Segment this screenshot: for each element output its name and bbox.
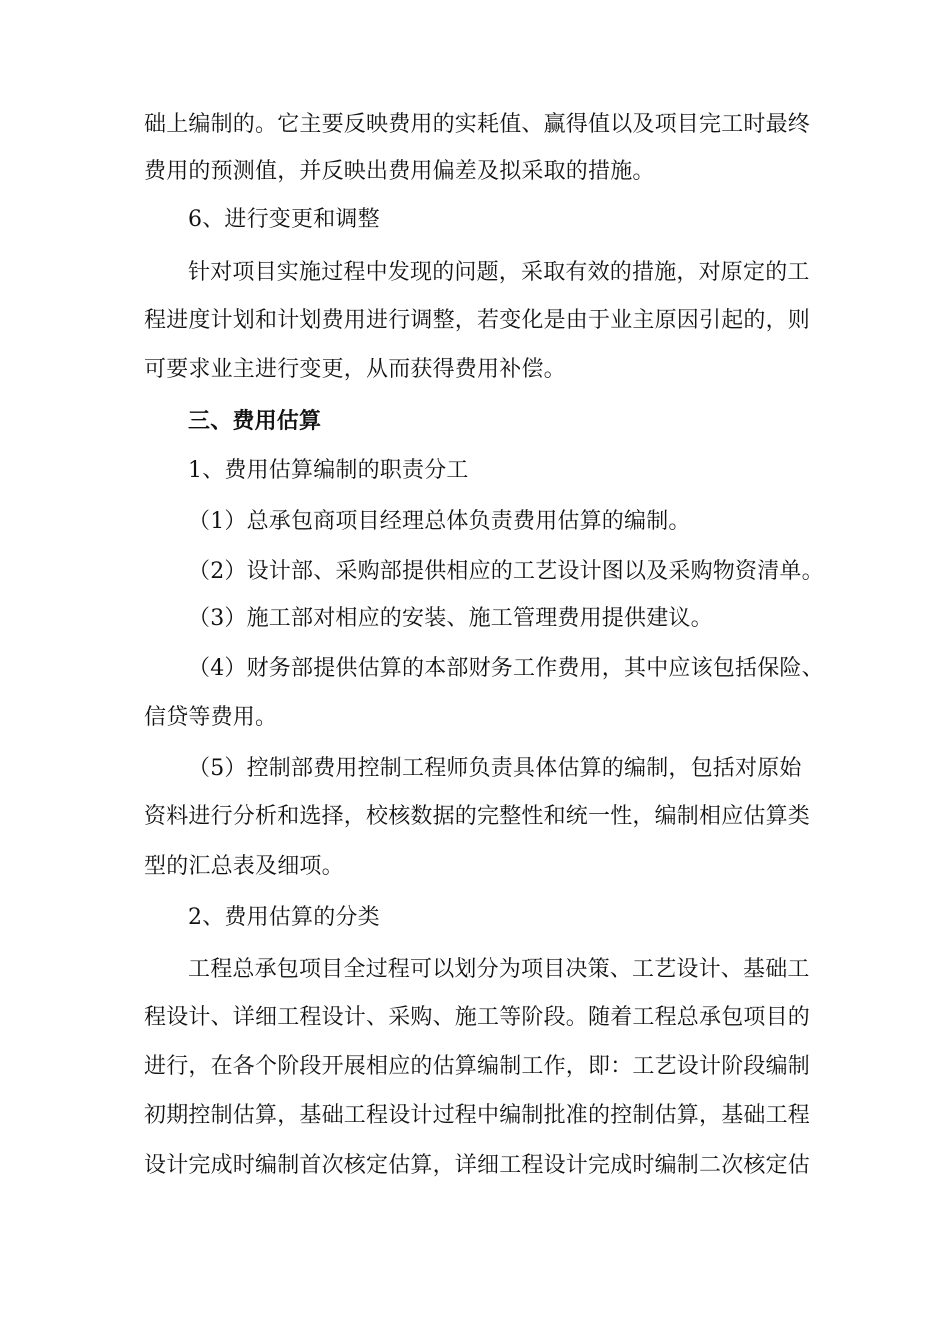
- paragraph-line: 针对项目实施过程中发现的问题，采取有效的措施，对原定的工: [188, 260, 810, 285]
- paragraph-line: 进行，在各个阶段开展相应的估算编制工作，即：工艺设计阶段编制: [144, 1054, 811, 1079]
- paragraph-line: 程进度计划和计划费用进行调整，若变化是由于业主原因引起的，则: [144, 308, 811, 333]
- paragraph-line: 初期控制估算，基础工程设计过程中编制批准的控制估算，基础工程: [144, 1103, 811, 1128]
- section-heading: 2、费用估算的分类: [188, 905, 380, 930]
- list-item: （2）设计部、采购部提供相应的工艺设计图以及采购物资清单。: [188, 559, 824, 584]
- section-heading: 6、进行变更和调整: [188, 207, 380, 232]
- chapter-heading: 三、费用估算: [188, 408, 322, 434]
- list-item: （3）施工部对相应的安装、施工管理费用提供建议。: [188, 606, 713, 631]
- list-item: （5）控制部费用控制工程师负责具体估算的编制，包括对原始: [188, 756, 802, 781]
- list-item: （1）总承包商项目经理总体负责费用估算的编制。: [188, 509, 691, 534]
- section-heading: 1、费用估算编制的职责分工: [188, 458, 469, 483]
- paragraph-line: 工程总承包项目全过程可以划分为项目决策、工艺设计、基础工: [188, 957, 810, 982]
- paragraph-line: 费用的预测值，并反映出费用偏差及拟采取的措施。: [144, 159, 655, 184]
- paragraph-line: 设计完成时编制首次核定估算，详细工程设计完成时编制二次核定估: [144, 1153, 811, 1178]
- list-item-continuation: 型的汇总表及细项。: [144, 854, 344, 879]
- list-item: （4）财务部提供估算的本部财务工作费用，其中应该包括保险、: [188, 656, 824, 681]
- paragraph-line: 础上编制的。它主要反映费用的实耗值、赢得值以及项目完工时最终: [144, 112, 811, 137]
- list-item-continuation: 资料进行分析和选择，校核数据的完整性和统一性，编制相应估算类: [144, 804, 811, 829]
- paragraph-line: 程设计、详细工程设计、采购、施工等阶段。随着工程总承包项目的: [144, 1005, 811, 1030]
- paragraph-line: 可要求业主进行变更，从而获得费用补偿。: [144, 357, 566, 382]
- list-item-continuation: 信贷等费用。: [144, 705, 278, 730]
